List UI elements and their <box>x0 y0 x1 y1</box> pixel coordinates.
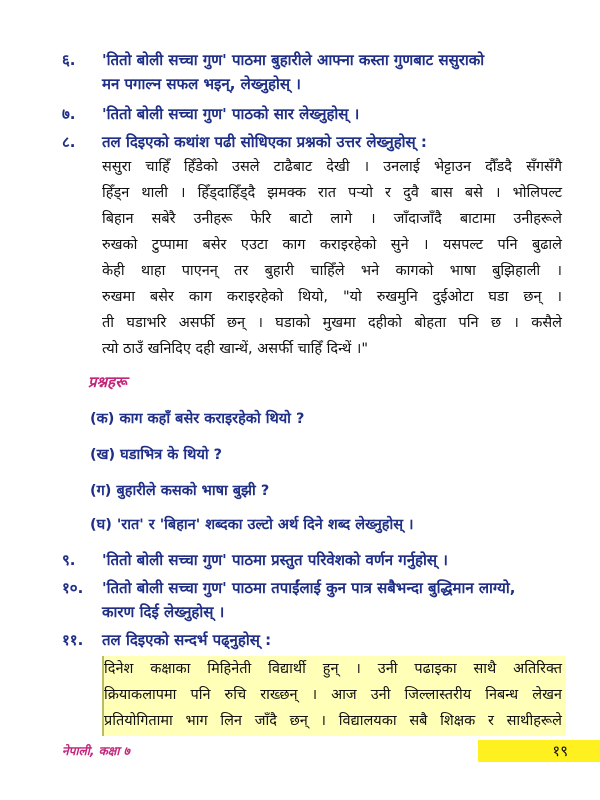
passage-line: ससुरा चाहिँ हिँडेको उसले टाढैबाट देखी । उनलाई भेट्टाउन दौँडदै सँगसँगै <box>102 159 562 175</box>
question-text-line: 'तितो बोली सच्चा गुण' पाठमा प्रस्तुत परिवेशको वर्णन गर्नुहोस् । <box>102 551 448 569</box>
questions-heading: प्रश्नहरू <box>88 373 127 391</box>
passage-line: बिहान सबेरै उनीहरू फेरि बाटो लागे । जाँदाजाँदै बाटामा उनीहरूले <box>102 211 562 227</box>
story-passage <box>102 154 562 362</box>
question-text-line: 'तितो बोली सच्चा गुण' पाठमा तपाईंलाई कुन पात्र सबैभन्दा बुद्धिमान लाग्यो, <box>102 579 516 597</box>
subquestion-ka: (क) काग कहाँ बसेर कराइरहेको थियो ? <box>90 411 305 427</box>
question-text-line: तल दिइएको कथांश पढी सोधिएका प्रश्नको उत्तर लेख्नुहोस् : <box>102 133 427 151</box>
question-10 <box>62 576 562 624</box>
context-line: दिनेश कक्षाका मिहिनेती विद्यार्थी हुन् । उनी पढाइका साथै अतिरिक्त <box>104 661 562 677</box>
passage-line: त्यो ठाउँ खनिदिए दही खान्थें, असर्फी चाहिँ दिन्थें ।" <box>102 341 369 357</box>
question-text-line: तल दिइएको सन्दर्भ पढ्नुहोस् : <box>102 631 272 649</box>
subquestion-gha: (घ) 'रात' र 'बिहान' शब्दका उल्टो अर्थ दिने शब्द लेख्नुहोस् । <box>90 517 414 533</box>
question-text-line: 'तितो बोली सच्चा गुण' पाठमा बुहारीले आफ्ना कस्ता गुणबाट ससुराको <box>102 51 485 69</box>
question-7 <box>62 102 562 126</box>
context-line: क्रियाकलापमा पनि रुचि राख्छन् । आज उनी जिल्लास्तरीय निबन्ध लेखन <box>104 687 562 703</box>
passage-line: हिँड्न थाली । हिँड्दाहिँड्दै झमक्क रात पर्‍यो र दुवै बास बसे । भोलिपल्ट <box>102 185 562 201</box>
question-9 <box>62 548 562 572</box>
question-6 <box>62 48 562 96</box>
question-8 <box>62 130 562 154</box>
page-number: १९ <box>552 742 568 760</box>
passage-line: ती घडाभरि असर्फी छन् । घडाको मुखमा दहीको बोहता पनि छ । कसैले <box>102 315 562 331</box>
question-number: ८. <box>62 133 76 151</box>
question-text-line: मन पगाल्न सफल भइन्, लेख्नुहोस् । <box>102 75 301 93</box>
question-11 <box>62 628 562 652</box>
question-number: ११. <box>62 631 84 649</box>
question-text-line: 'तितो बोली सच्चा गुण' पाठको सार लेख्नुहोस् । <box>102 105 360 123</box>
footer-subject-label: नेपाली, कक्षा ७ <box>62 744 130 758</box>
passage-line: केही थाहा पाएनन् तर बुहारी चाहिँले भने कागको भाषा बुझिहाली । <box>102 263 562 279</box>
passage-line: रुखको टुप्पामा बसेर एउटा काग कराइरहेको सुने । यसपल्ट पनि बुढाले <box>102 237 562 253</box>
question-text-line: कारण दिई लेख्नुहोस् । <box>102 603 225 621</box>
question-number: ९. <box>62 551 76 569</box>
question-number: ६. <box>62 51 76 69</box>
question-number: ७. <box>62 105 76 123</box>
passage-line: रुखमा बसेर काग कराइरहेको थियो, "यो रुखमुनि दुईओटा घडा छन् । <box>102 289 562 305</box>
subquestion-ga: (ग) बुहारीले कसको भाषा बुझी ? <box>90 483 270 499</box>
context-line: प्रतियोगितामा भाग लिन जाँदै छन् । विद्यालयका सबै शिक्षक र साथीहरूले <box>104 713 562 729</box>
subquestion-kha: (ख) घडाभित्र के थियो ? <box>90 447 223 463</box>
question-number: १०. <box>62 579 84 597</box>
context-passage <box>104 656 562 734</box>
